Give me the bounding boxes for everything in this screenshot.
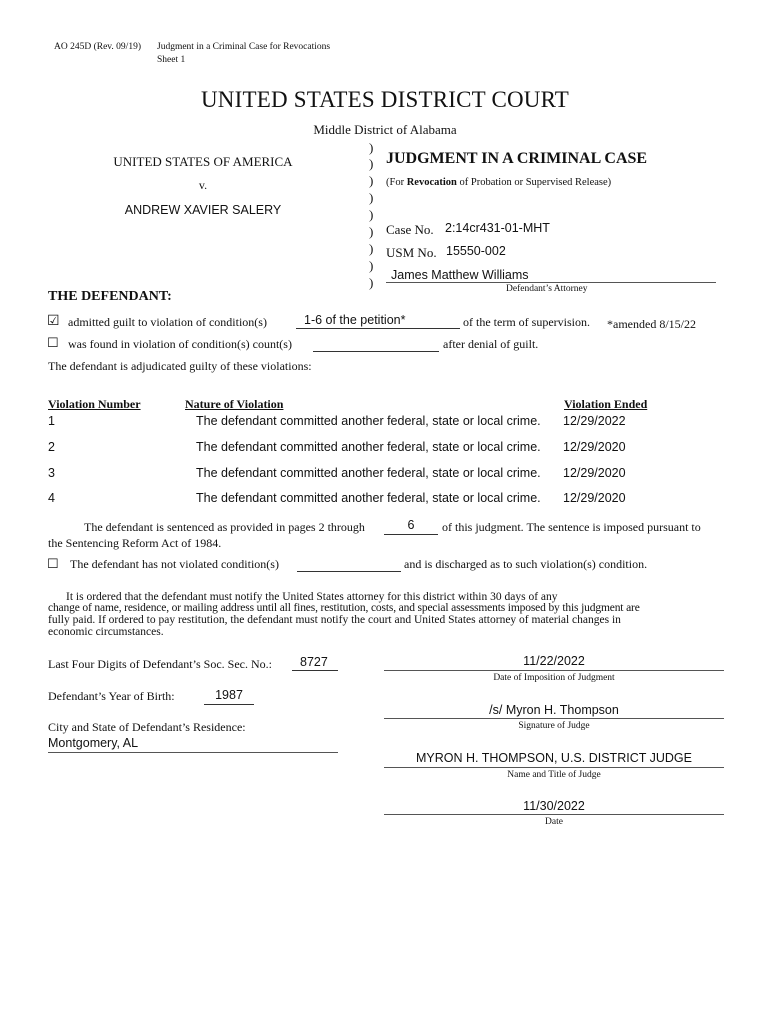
order-line-1: It is ordered that the defendant must notify the United States attorney for this district within 30 days of any — [66, 591, 558, 603]
sentence-prefix: The defendant is sentenced as provided in pages 2 through — [84, 520, 365, 534]
signed-date-label: Date — [545, 817, 563, 827]
district-name: Middle District of Alabama — [313, 122, 457, 137]
signature-label: Signature of Judge — [518, 721, 590, 731]
amended-note: *amended 8/15/22 — [607, 317, 696, 331]
ssn-label: Last Four Digits of Defendant’s Soc. Sec. No.: — [48, 657, 272, 671]
found-checkbox[interactable]: ☐ — [47, 335, 59, 350]
violation-nature: The defendant committed another federal, state or local crime. — [196, 491, 541, 505]
judge-signature: /s/ Myron H. Thompson — [489, 703, 619, 717]
violation-ended: 12/29/2022 — [563, 414, 626, 428]
document-subtitle: (For Revocation of Probation or Supervised Release) — [386, 177, 612, 188]
attorney-label: Defendant’s Attorney — [506, 284, 588, 294]
violation-nature-header: Nature of Violation — [185, 397, 284, 411]
birth-year-label: Defendant’s Year of Birth: — [48, 689, 175, 703]
violation-number: 4 — [48, 491, 55, 505]
sheet-number: Sheet 1 — [157, 55, 186, 65]
admitted-checkbox[interactable]: ☑ — [47, 314, 60, 329]
violation-number: 2 — [48, 440, 55, 454]
found-counts-field[interactable] — [313, 336, 439, 352]
plaintiff-name: UNITED STATES OF AMERICA — [113, 154, 293, 169]
court-name: UNITED STATES DISTRICT COURT — [200, 87, 570, 112]
order-line-4: economic circumstances. — [48, 626, 164, 638]
judge-name-line — [384, 767, 724, 768]
violation-nature: The defendant committed another federal, state or local crime. — [196, 414, 541, 428]
usm-no-label: USM No. — [386, 245, 437, 260]
not-violated-checkbox[interactable]: ☐ — [47, 556, 59, 571]
found-label: was found in violation of condition(s) count(s) — [68, 337, 292, 351]
imposition-date: 11/22/2022 — [523, 654, 585, 668]
document-title: JUDGMENT IN A CRIMINAL CASE — [386, 150, 648, 167]
defendant-heading: THE DEFENDANT: — [48, 289, 172, 304]
violation-ended: 12/29/2020 — [563, 466, 626, 480]
order-line-2: change of name, residence, or mailing address until all fines, restitution, costs, and special assessments imposed by this judgment are — [48, 602, 640, 614]
signed-date: 11/30/2022 — [523, 799, 585, 813]
not-violated-field[interactable] — [297, 556, 401, 572]
sentence-suffix: of this judgment. The sentence is imposed pursuant to — [442, 520, 701, 534]
attorney-name: James Matthew Williams — [391, 268, 529, 282]
violation-number-header: Violation Number — [48, 397, 141, 411]
residence-label: City and State of Defendant’s Residence: — [48, 720, 246, 734]
usm-no-value: 15550-002 — [446, 244, 506, 258]
sentence-line2: the Sentencing Reform Act of 1984. — [48, 536, 222, 550]
judge-name-title: MYRON H. THOMPSON, U.S. DISTRICT JUDGE — [416, 751, 692, 765]
admitted-label: admitted guilt to violation of condition(s) — [68, 315, 267, 329]
violation-ended-header: Violation Ended — [564, 397, 648, 411]
case-no-label: Case No. — [386, 222, 434, 237]
violation-number: 3 — [48, 466, 55, 480]
pages-field[interactable]: 6 — [384, 518, 438, 535]
form-title: Judgment in a Criminal Case for Revocations — [157, 42, 331, 52]
not-violated-label: The defendant has not violated condition(s) — [70, 557, 279, 571]
signature-line — [384, 718, 724, 719]
violation-number: 1 — [48, 414, 55, 428]
signed-date-line — [384, 814, 724, 815]
attorney-line — [386, 282, 716, 283]
birth-year-field[interactable]: 1987 — [204, 688, 254, 705]
judge-name-label: Name and Title of Judge — [507, 770, 601, 780]
violation-nature: The defendant committed another federal, state or local crime. — [196, 440, 541, 454]
form-id: AO 245D (Rev. 09/19) — [54, 42, 141, 52]
not-violated-suffix: and is discharged as to such violation(s) condition. — [404, 557, 648, 571]
admitted-suffix: of the term of supervision. — [463, 315, 590, 329]
order-line-3: fully paid. If ordered to pay restitution, the defendant must notify the court and United States attorney of material changes in — [48, 614, 621, 626]
found-suffix: after denial of guilt. — [443, 337, 539, 351]
imposition-line — [384, 670, 724, 671]
defendant-name: ANDREW XAVIER SALERY — [124, 203, 282, 217]
case-no-value: 2:14cr431-01-MHT — [445, 221, 550, 235]
violation-ended: 12/29/2020 — [563, 491, 626, 505]
ssn-field[interactable]: 8727 — [292, 655, 338, 671]
admitted-conditions-field[interactable]: 1-6 of the petition* — [296, 313, 460, 329]
imposition-label: Date of Imposition of Judgment — [493, 673, 615, 683]
versus: v. — [198, 178, 208, 192]
residence-field[interactable]: Montgomery, AL — [48, 736, 338, 753]
violation-nature: The defendant committed another federal, state or local crime. — [196, 466, 541, 480]
violation-ended: 12/29/2020 — [563, 440, 626, 454]
adjudicated-text: The defendant is adjudicated guilty of these violations: — [48, 359, 312, 373]
